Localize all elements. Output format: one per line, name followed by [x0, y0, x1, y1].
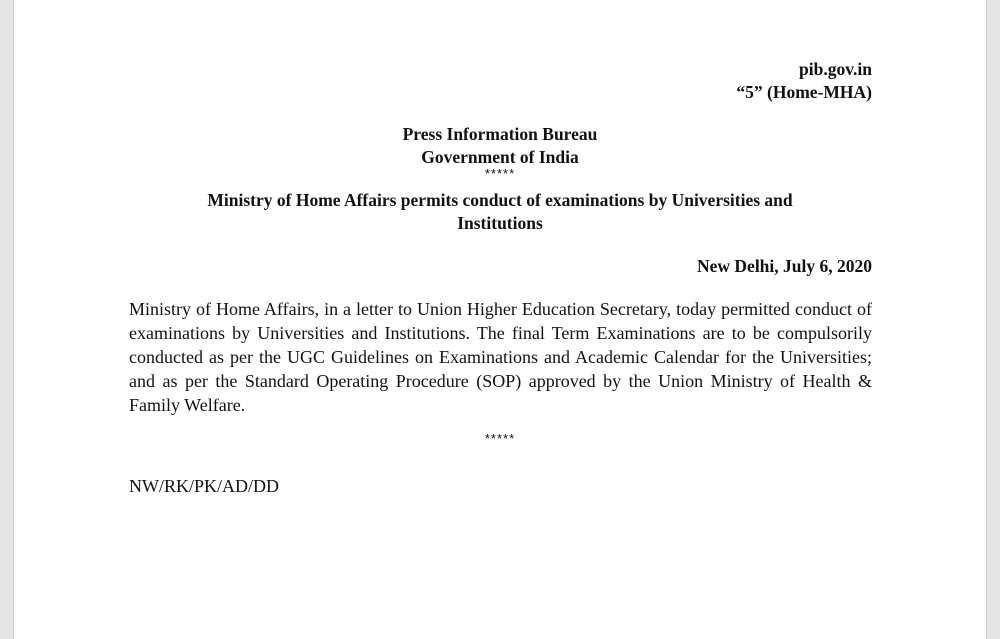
organization-block [14, 123, 986, 169]
site-name: pib.gov.in [799, 59, 872, 79]
reference-code: NW/RK/PK/AD/DD [129, 476, 280, 496]
separator-bottom: ***** [484, 431, 516, 446]
government-name: Government of India [421, 147, 579, 167]
dateline: New Delhi, July 6, 2020 [697, 256, 872, 276]
headline [154, 189, 846, 235]
separator-top: ***** [484, 166, 516, 181]
release-code: “5” (Home-MHA) [736, 82, 872, 102]
body-paragraph: Ministry of Home Affairs, in a letter to Union Higher Education Secretary, today permitted conduct of examinations by Universities and Institutions. The final Term Examinations are to be compulsorily conducted as per the UGC Guidelines on Examinations and Academic Calendar for the Universities; and as per the Standard Operating Procedure (SOP) approved by the Union Ministry of Health & Family Welfare. [129, 299, 872, 415]
headline-line-2: Institutions [457, 213, 543, 233]
release-header [736, 58, 872, 104]
document-page [13, 0, 987, 639]
headline-line-1: Ministry of Home Affairs permits conduct of examinations by Universities and [207, 190, 793, 210]
org-name: Press Information Bureau [402, 124, 598, 144]
